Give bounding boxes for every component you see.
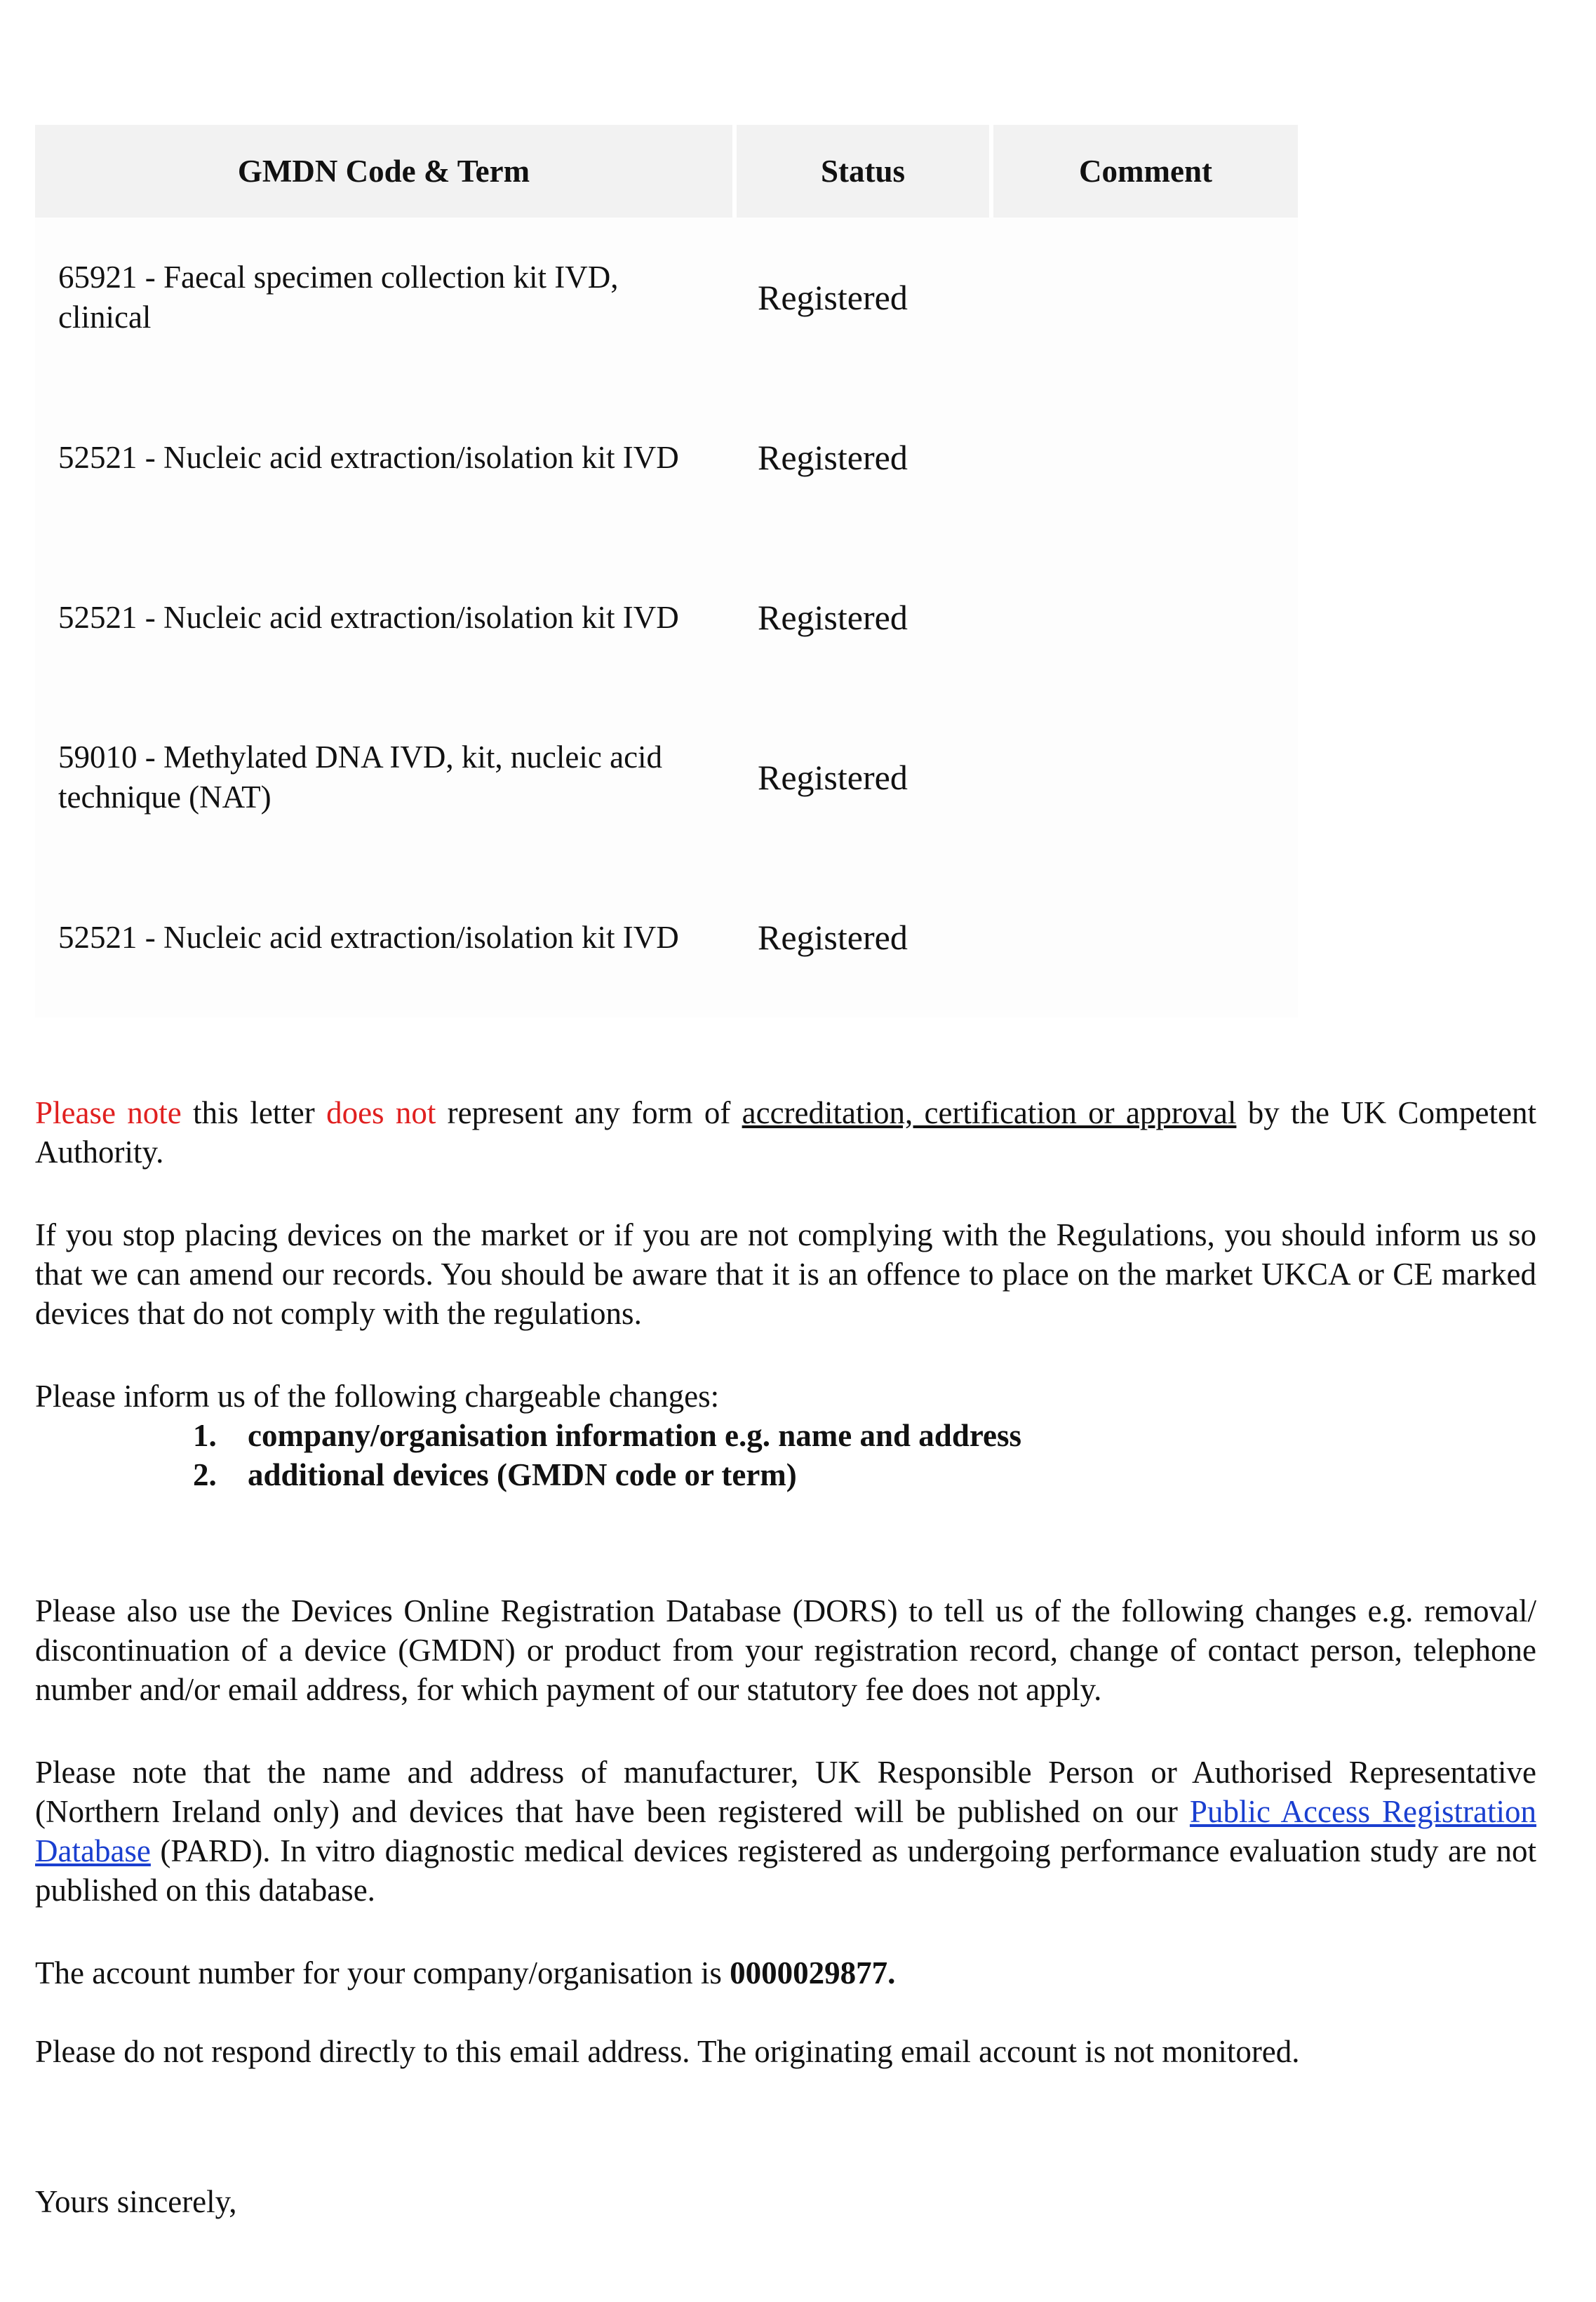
status-cell: Registered: [737, 857, 993, 1017]
table-row: [35, 697, 1298, 857]
note-text-2: represent any form of: [436, 1095, 742, 1130]
gmdn-term-cell: 59010 - Methylated DNA IVD, kit, nucleic acid technique (NAT): [35, 697, 737, 857]
gmdn-term-cell: 65921 - Faecal specimen collection kit IVD, clinical: [35, 218, 737, 377]
gmdn-table-container: [35, 125, 1298, 1017]
column-header-status: Status: [737, 125, 993, 218]
stop-placing-text: If you stop placing devices on the market or if you are not complying with the Regulations, you should inform us so that we can amend our records. You should be aware that it is an offence to place on the market UKCA or CE marked devices that do not comply with the regulations.: [35, 1217, 1536, 1331]
pard-link[interactable]: Public Access Registration Database: [35, 1794, 1536, 1868]
status-cell: Registered: [737, 537, 993, 697]
column-header-gmdn: GMDN Code & Term: [35, 125, 737, 218]
status-cell: Registered: [737, 697, 993, 857]
table-row: [35, 377, 1298, 537]
gmdn-table: [35, 125, 1298, 1017]
account-number: 0000029877.: [730, 1955, 896, 1990]
gmdn-term-cell: 52521 - Nucleic acid extraction/isolation kit IVD: [35, 537, 737, 697]
table-header-row: [35, 125, 1298, 218]
note-negation: does not: [326, 1095, 436, 1130]
no-reply-paragraph: [35, 2032, 1536, 2071]
closing-text: Yours sincerely,: [35, 2184, 237, 2219]
dors-text: Please also use the Devices Online Registration Database (DORS) to tell us of the following changes e.g. removal/ discontinuation of a device (GMDN) or product from your registration record, change of contact person, telephone number and/or email address, for which payment of our statutory fee does not apply.: [35, 1593, 1536, 1707]
status-cell: Registered: [737, 218, 993, 377]
table-row: [35, 857, 1298, 1017]
note-text-3: by the UK Competent Authority.: [35, 1095, 1536, 1170]
no-reply-text: Please do not respond directly to this email address. The originating email account is not monitored.: [35, 2034, 1300, 2069]
table-row: [35, 218, 1298, 377]
pard-paragraph: [35, 1753, 1536, 1910]
chargeable-changes-list: [35, 1416, 1536, 1494]
list-item-number: 1.: [193, 1418, 217, 1453]
list-item-text: company/organisation information e.g. name and address: [248, 1418, 1022, 1453]
list-item-number: 2.: [193, 1457, 217, 1492]
status-cell: Registered: [737, 377, 993, 537]
note-lead: Please note: [35, 1095, 182, 1130]
gmdn-term-cell: 52521 - Nucleic acid extraction/isolation kit IVD: [35, 857, 737, 1017]
list-item-text: additional devices (GMDN code or term): [248, 1457, 797, 1492]
note-text-1: this letter: [181, 1095, 327, 1130]
comment-cell: [993, 697, 1298, 857]
comment-cell: [993, 218, 1298, 377]
dors-paragraph: [35, 1591, 1536, 1709]
pard-text-1: Please note that the name and address of manufacturer, UK Responsible Person or Authorised Representative (Northern Ireland only) and devices that have been registered will be published on our: [35, 1755, 1536, 1829]
list-item: [35, 1455, 1536, 1494]
account-text: The account number for your company/organisation is: [35, 1955, 730, 1990]
gmdn-term-cell: 52521 - Nucleic acid extraction/isolation kit IVD: [35, 377, 737, 537]
table-row: [35, 537, 1298, 697]
closing-paragraph: [35, 2182, 1536, 2221]
chargeable-changes-intro: Please inform us of the following chargeable changes:: [35, 1379, 720, 1414]
note-underlined-phrase: accreditation, certification or approval: [742, 1095, 1237, 1130]
chargeable-changes-section: [35, 1377, 1536, 1494]
comment-cell: [993, 537, 1298, 697]
column-header-comment: Comment: [993, 125, 1298, 218]
comment-cell: [993, 857, 1298, 1017]
pard-text-2: (PARD). In vitro diagnostic medical devices registered as undergoing performance evaluation study are not published on this database.: [35, 1833, 1536, 1908]
list-item: [35, 1416, 1536, 1455]
stop-placing-paragraph: [35, 1215, 1536, 1333]
account-number-paragraph: [35, 1953, 1536, 1993]
approval-note-paragraph: [35, 1093, 1536, 1172]
comment-cell: [993, 377, 1298, 537]
